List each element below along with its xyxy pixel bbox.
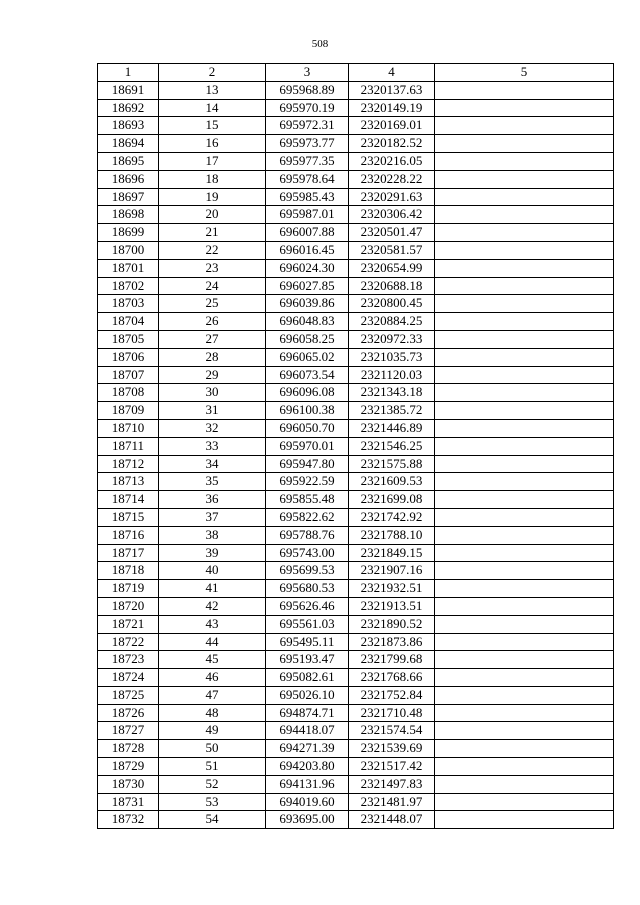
table-cell: 27 xyxy=(159,330,266,348)
table-cell: 51 xyxy=(159,758,266,776)
table-cell: 16 xyxy=(159,135,266,153)
table-cell: 2320501.47 xyxy=(349,224,435,242)
table-cell: 695855.48 xyxy=(266,491,349,509)
table-cell: 2321768.66 xyxy=(349,669,435,687)
table-cell xyxy=(435,811,614,829)
table-cell: 2321699.08 xyxy=(349,491,435,509)
table-cell: 2321710.48 xyxy=(349,704,435,722)
table-cell xyxy=(435,793,614,811)
table-cell: 49 xyxy=(159,722,266,740)
table-cell: 2320291.63 xyxy=(349,188,435,206)
table-row xyxy=(98,633,614,651)
table-cell: 2320182.52 xyxy=(349,135,435,153)
table-cell: 696058.25 xyxy=(266,330,349,348)
table-cell: 2321539.69 xyxy=(349,740,435,758)
table-cell: 2320149.19 xyxy=(349,99,435,117)
table-cell xyxy=(435,775,614,793)
table-cell: 695699.53 xyxy=(266,562,349,580)
table-cell: 2320688.18 xyxy=(349,277,435,295)
table-cell: 18722 xyxy=(98,633,159,651)
table-cell xyxy=(435,135,614,153)
table-cell: 44 xyxy=(159,633,266,651)
table-cell: 2321481.97 xyxy=(349,793,435,811)
table-cell: 18723 xyxy=(98,651,159,669)
table-row xyxy=(98,277,614,295)
table-cell: 695082.61 xyxy=(266,669,349,687)
table-cell: 18729 xyxy=(98,758,159,776)
table-row xyxy=(98,188,614,206)
table-cell: 18691 xyxy=(98,81,159,99)
table-cell: 2320581.57 xyxy=(349,241,435,259)
table-row xyxy=(98,313,614,331)
table-cell: 694131.96 xyxy=(266,775,349,793)
table-cell: 18710 xyxy=(98,419,159,437)
table-cell: 2321913.51 xyxy=(349,597,435,615)
table-cell: 35 xyxy=(159,473,266,491)
table-cell: 2321446.89 xyxy=(349,419,435,437)
table-cell xyxy=(435,437,614,455)
table-cell: 2321120.03 xyxy=(349,366,435,384)
table-row xyxy=(98,544,614,562)
table-cell: 17 xyxy=(159,152,266,170)
table-cell: 695495.11 xyxy=(266,633,349,651)
table-cell: 695970.19 xyxy=(266,99,349,117)
table-cell xyxy=(435,206,614,224)
column-header: 5 xyxy=(435,64,614,82)
table-cell: 18713 xyxy=(98,473,159,491)
table-cell xyxy=(435,259,614,277)
table-cell: 695026.10 xyxy=(266,686,349,704)
table-cell xyxy=(435,580,614,598)
table-cell: 695922.59 xyxy=(266,473,349,491)
table-row xyxy=(98,562,614,580)
table-cell: 695968.89 xyxy=(266,81,349,99)
table-cell: 18692 xyxy=(98,99,159,117)
table-cell: 24 xyxy=(159,277,266,295)
table-cell: 2320654.99 xyxy=(349,259,435,277)
table-cell: 696048.83 xyxy=(266,313,349,331)
table-cell: 18708 xyxy=(98,384,159,402)
table-cell: 34 xyxy=(159,455,266,473)
table-cell xyxy=(435,81,614,99)
table-cell: 18705 xyxy=(98,330,159,348)
table-cell: 21 xyxy=(159,224,266,242)
table-cell xyxy=(435,419,614,437)
table-row xyxy=(98,651,614,669)
table-cell: 48 xyxy=(159,704,266,722)
table-cell: 696016.45 xyxy=(266,241,349,259)
table-cell: 695978.64 xyxy=(266,170,349,188)
table-cell: 18724 xyxy=(98,669,159,687)
table-cell: 696096.08 xyxy=(266,384,349,402)
table-body xyxy=(98,81,614,828)
table-cell: 18730 xyxy=(98,775,159,793)
table-cell: 695626.46 xyxy=(266,597,349,615)
table-cell: 694203.80 xyxy=(266,758,349,776)
table-cell xyxy=(435,384,614,402)
table-cell: 696073.54 xyxy=(266,366,349,384)
table-cell: 18712 xyxy=(98,455,159,473)
table-cell xyxy=(435,277,614,295)
table-row xyxy=(98,81,614,99)
table-cell xyxy=(435,241,614,259)
table-row xyxy=(98,615,614,633)
table-cell: 18693 xyxy=(98,117,159,135)
table-row xyxy=(98,508,614,526)
table-row xyxy=(98,669,614,687)
table-cell: 2320306.42 xyxy=(349,206,435,224)
table-row xyxy=(98,241,614,259)
table-cell: 14 xyxy=(159,99,266,117)
table-row xyxy=(98,384,614,402)
table-cell: 695985.43 xyxy=(266,188,349,206)
table-cell: 46 xyxy=(159,669,266,687)
column-header: 2 xyxy=(159,64,266,82)
table-cell: 695973.77 xyxy=(266,135,349,153)
table-cell: 2321575.88 xyxy=(349,455,435,473)
table-cell: 2321517.42 xyxy=(349,758,435,776)
column-header: 4 xyxy=(349,64,435,82)
table-cell: 695987.01 xyxy=(266,206,349,224)
table-cell: 50 xyxy=(159,740,266,758)
table-row xyxy=(98,366,614,384)
table-cell: 2321849.15 xyxy=(349,544,435,562)
table-row xyxy=(98,419,614,437)
table-cell: 18704 xyxy=(98,313,159,331)
table-cell: 38 xyxy=(159,526,266,544)
table-cell: 18702 xyxy=(98,277,159,295)
table-cell: 26 xyxy=(159,313,266,331)
table-cell: 13 xyxy=(159,81,266,99)
table-header-row xyxy=(98,64,614,82)
table-cell: 2321343.18 xyxy=(349,384,435,402)
table-row xyxy=(98,722,614,740)
table-cell xyxy=(435,455,614,473)
table-cell: 2321497.83 xyxy=(349,775,435,793)
table-row xyxy=(98,206,614,224)
table-cell xyxy=(435,348,614,366)
table-row xyxy=(98,402,614,420)
table-cell: 2320972.33 xyxy=(349,330,435,348)
table-cell: 695193.47 xyxy=(266,651,349,669)
table-cell xyxy=(435,188,614,206)
table-cell: 2321742.92 xyxy=(349,508,435,526)
table-cell: 2320216.05 xyxy=(349,152,435,170)
table-cell: 33 xyxy=(159,437,266,455)
table-cell: 18695 xyxy=(98,152,159,170)
table-cell: 54 xyxy=(159,811,266,829)
table-cell: 18726 xyxy=(98,704,159,722)
table-cell: 18718 xyxy=(98,562,159,580)
table-cell: 18731 xyxy=(98,793,159,811)
table-cell xyxy=(435,330,614,348)
column-header: 1 xyxy=(98,64,159,82)
table-cell: 53 xyxy=(159,793,266,811)
table-cell: 18720 xyxy=(98,597,159,615)
table-row xyxy=(98,580,614,598)
table-cell: 29 xyxy=(159,366,266,384)
table-cell xyxy=(435,544,614,562)
table-cell: 695561.03 xyxy=(266,615,349,633)
table-cell: 2321448.07 xyxy=(349,811,435,829)
table-cell xyxy=(435,740,614,758)
table-row xyxy=(98,473,614,491)
table-cell: 2321890.52 xyxy=(349,615,435,633)
table-cell: 18701 xyxy=(98,259,159,277)
table-cell: 695947.80 xyxy=(266,455,349,473)
table-cell: 43 xyxy=(159,615,266,633)
table-row xyxy=(98,117,614,135)
table-cell: 694874.71 xyxy=(266,704,349,722)
table-cell: 37 xyxy=(159,508,266,526)
table-cell: 18707 xyxy=(98,366,159,384)
table-cell: 23 xyxy=(159,259,266,277)
table-cell: 2321907.16 xyxy=(349,562,435,580)
table-cell: 18706 xyxy=(98,348,159,366)
table-cell: 694019.60 xyxy=(266,793,349,811)
table-cell: 2320137.63 xyxy=(349,81,435,99)
table-cell: 2321574.54 xyxy=(349,722,435,740)
table-row xyxy=(98,437,614,455)
table-cell: 695788.76 xyxy=(266,526,349,544)
table-row xyxy=(98,152,614,170)
column-header: 3 xyxy=(266,64,349,82)
table-row xyxy=(98,224,614,242)
table-cell: 2321385.72 xyxy=(349,402,435,420)
table-cell xyxy=(435,508,614,526)
table-cell: 42 xyxy=(159,597,266,615)
table-cell: 18716 xyxy=(98,526,159,544)
table-cell: 18703 xyxy=(98,295,159,313)
table-cell: 28 xyxy=(159,348,266,366)
page-number: 508 xyxy=(311,38,329,50)
table-cell: 694271.39 xyxy=(266,740,349,758)
table-row xyxy=(98,704,614,722)
table-row xyxy=(98,455,614,473)
table-cell: 696065.02 xyxy=(266,348,349,366)
table-row xyxy=(98,295,614,313)
table-cell: 2321873.86 xyxy=(349,633,435,651)
table-cell: 694418.07 xyxy=(266,722,349,740)
table-cell: 695970.01 xyxy=(266,437,349,455)
table-cell: 18697 xyxy=(98,188,159,206)
table-cell xyxy=(435,99,614,117)
table-cell: 695977.35 xyxy=(266,152,349,170)
table-cell xyxy=(435,224,614,242)
table-cell: 2321799.68 xyxy=(349,651,435,669)
table-row xyxy=(98,811,614,829)
table-cell: 52 xyxy=(159,775,266,793)
table-cell: 2320800.45 xyxy=(349,295,435,313)
coordinates-table xyxy=(97,63,614,829)
table-cell: 19 xyxy=(159,188,266,206)
table-cell: 18 xyxy=(159,170,266,188)
table-cell xyxy=(435,562,614,580)
table-cell xyxy=(435,669,614,687)
table-cell: 2321035.73 xyxy=(349,348,435,366)
table-cell xyxy=(435,117,614,135)
table-cell: 696007.88 xyxy=(266,224,349,242)
table-cell: 39 xyxy=(159,544,266,562)
table-cell: 15 xyxy=(159,117,266,135)
table-cell xyxy=(435,597,614,615)
table-row xyxy=(98,99,614,117)
table-row xyxy=(98,259,614,277)
table-cell: 695972.31 xyxy=(266,117,349,135)
table-cell: 2320884.25 xyxy=(349,313,435,331)
table-cell: 2321932.51 xyxy=(349,580,435,598)
table-cell: 45 xyxy=(159,651,266,669)
table-cell: 695680.53 xyxy=(266,580,349,598)
table-cell xyxy=(435,366,614,384)
table-cell: 18732 xyxy=(98,811,159,829)
table-row xyxy=(98,491,614,509)
table-cell: 18725 xyxy=(98,686,159,704)
table-cell: 18698 xyxy=(98,206,159,224)
table-cell: 2321546.25 xyxy=(349,437,435,455)
table-cell xyxy=(435,526,614,544)
table-cell xyxy=(435,295,614,313)
table-cell: 2321788.10 xyxy=(349,526,435,544)
table-cell xyxy=(435,170,614,188)
table-row xyxy=(98,526,614,544)
table-cell xyxy=(435,473,614,491)
table-cell: 18711 xyxy=(98,437,159,455)
table-cell: 18694 xyxy=(98,135,159,153)
table-row xyxy=(98,793,614,811)
table-row xyxy=(98,686,614,704)
table-cell: 2321609.53 xyxy=(349,473,435,491)
table-cell: 693695.00 xyxy=(266,811,349,829)
table-cell: 41 xyxy=(159,580,266,598)
table-cell xyxy=(435,686,614,704)
table-cell: 696024.30 xyxy=(266,259,349,277)
table-cell: 18699 xyxy=(98,224,159,242)
table-cell: 18728 xyxy=(98,740,159,758)
table-cell: 20 xyxy=(159,206,266,224)
table-cell: 695822.62 xyxy=(266,508,349,526)
table-cell xyxy=(435,758,614,776)
table-cell: 2320228.22 xyxy=(349,170,435,188)
table-row xyxy=(98,330,614,348)
table-cell: 31 xyxy=(159,402,266,420)
table-row xyxy=(98,758,614,776)
table-cell: 18721 xyxy=(98,615,159,633)
table-cell xyxy=(435,152,614,170)
table-cell xyxy=(435,313,614,331)
table-row xyxy=(98,740,614,758)
table-cell xyxy=(435,633,614,651)
table-cell: 40 xyxy=(159,562,266,580)
table-cell: 30 xyxy=(159,384,266,402)
table-row xyxy=(98,597,614,615)
table-cell: 25 xyxy=(159,295,266,313)
table-cell xyxy=(435,491,614,509)
table-row xyxy=(98,135,614,153)
table-cell: 18714 xyxy=(98,491,159,509)
table-cell: 2321752.84 xyxy=(349,686,435,704)
table-cell: 696100.38 xyxy=(266,402,349,420)
table-cell: 696027.85 xyxy=(266,277,349,295)
table-cell xyxy=(435,402,614,420)
table-cell: 18715 xyxy=(98,508,159,526)
table-cell: 18717 xyxy=(98,544,159,562)
table-cell xyxy=(435,651,614,669)
table-row xyxy=(98,170,614,188)
table-cell: 695743.00 xyxy=(266,544,349,562)
table-cell: 18696 xyxy=(98,170,159,188)
table-cell xyxy=(435,615,614,633)
table-row xyxy=(98,775,614,793)
table-cell xyxy=(435,704,614,722)
table-cell: 22 xyxy=(159,241,266,259)
table-cell xyxy=(435,722,614,740)
table-cell: 696050.70 xyxy=(266,419,349,437)
table-cell: 696039.86 xyxy=(266,295,349,313)
table-cell: 18709 xyxy=(98,402,159,420)
table-cell: 36 xyxy=(159,491,266,509)
table-cell: 47 xyxy=(159,686,266,704)
table-cell: 2320169.01 xyxy=(349,117,435,135)
table-cell: 18700 xyxy=(98,241,159,259)
table-row xyxy=(98,348,614,366)
table-cell: 32 xyxy=(159,419,266,437)
table-cell: 18719 xyxy=(98,580,159,598)
table-cell: 18727 xyxy=(98,722,159,740)
